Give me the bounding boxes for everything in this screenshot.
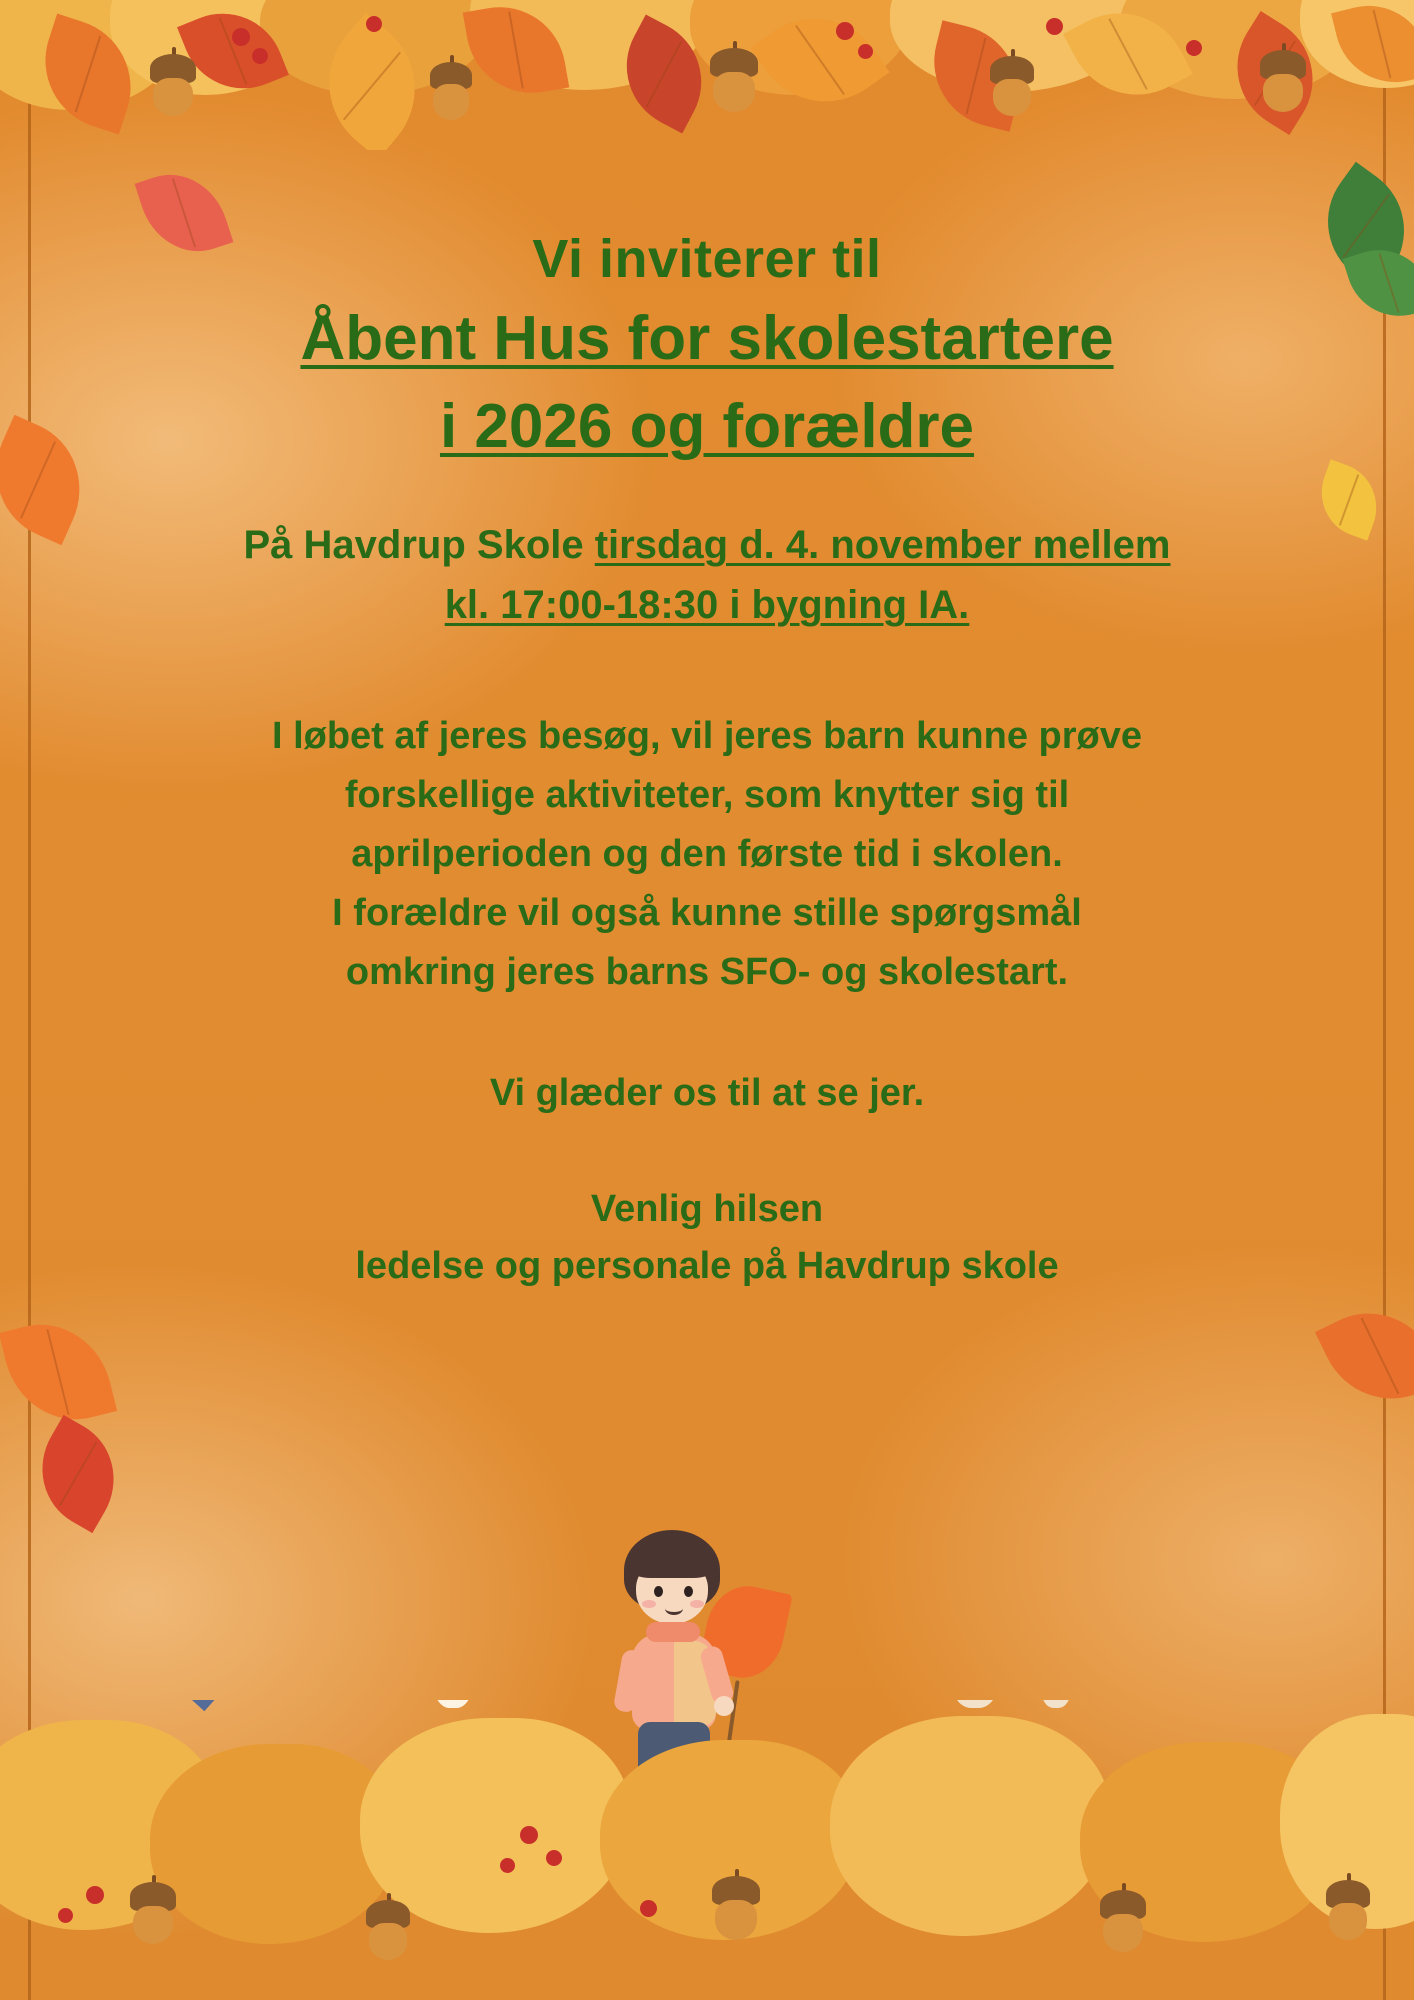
fly-agaric-mushroom xyxy=(388,1700,518,1708)
body-line: forskellige aktiviteter, som knytter sig til xyxy=(344,774,1070,817)
body-line: aprilperioden og den første tid i skolen. xyxy=(351,833,1063,876)
body-line: omkring jeres barns SFO- og skolestart. xyxy=(345,950,1069,993)
body-line: I løbet af jeres besøg, vil jeres barn kunne prøve xyxy=(271,715,1143,758)
event-date: tirsdag d. 4. november mellem xyxy=(594,523,1171,568)
body-line: I forældre vil også kunne stille spørgsmål xyxy=(332,892,1082,935)
leaf-decoration-left-mid2 xyxy=(0,1310,117,1434)
signature-block xyxy=(107,1181,1307,1295)
child-illustration xyxy=(610,1530,810,1820)
event-location-prefix: På Havdrup Skole xyxy=(243,523,595,568)
body-paragraph xyxy=(112,707,1302,1001)
event-time-and-building: kl. 17:00-18:30 i bygning IA. xyxy=(444,583,970,628)
brown-mushroom-small xyxy=(1010,1700,1102,1708)
leaf-decoration-left-low xyxy=(20,1415,137,1533)
closing-line: Vi glæder os til at se jer. xyxy=(489,1071,925,1114)
headline-line-2: Åbent Hus for skolestartere xyxy=(300,303,1114,373)
signature-line: Venlig hilsen xyxy=(590,1187,824,1230)
brown-mushroom-large xyxy=(900,1700,1050,1708)
signature-line: ledelse og personale på Havdrup skole xyxy=(355,1244,1059,1287)
headline-line-1: Vi inviterer til xyxy=(532,229,882,289)
event-when-block xyxy=(77,515,1337,635)
leaf-decoration-right-low xyxy=(1315,1290,1414,1422)
small-leaf-3 xyxy=(157,1700,247,1711)
headline-line-3: i 2026 og forældre xyxy=(439,391,975,461)
